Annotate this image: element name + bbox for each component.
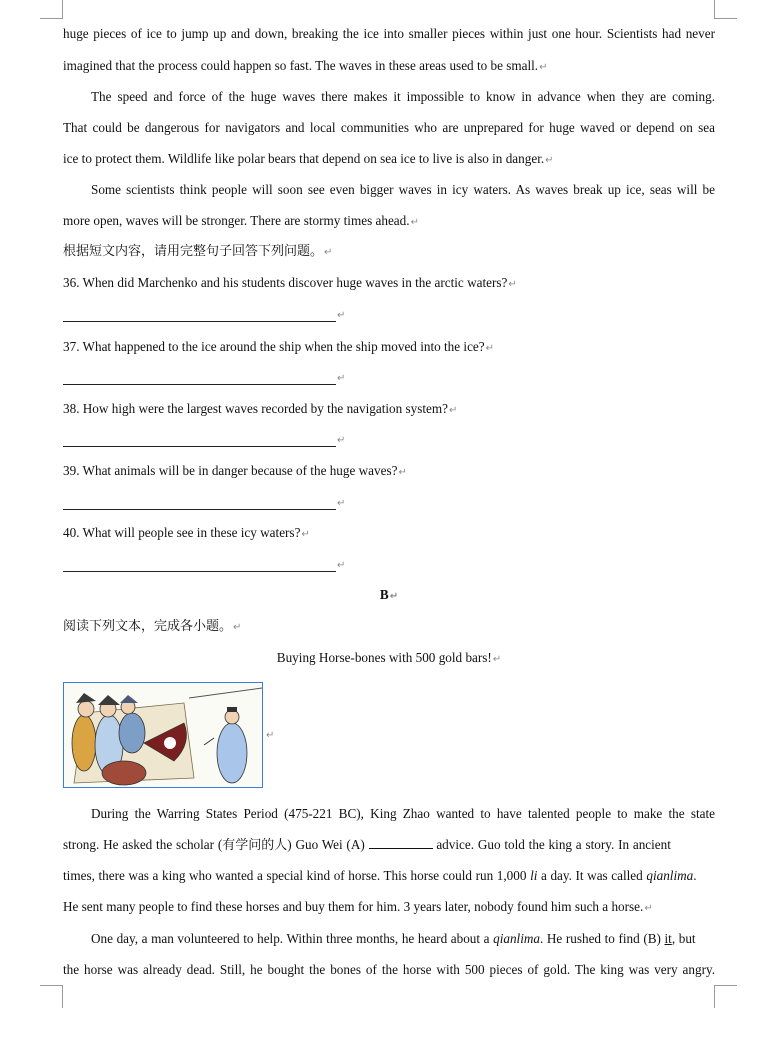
story-line: the horse was already dead. Still, he bought the bones of the horse with 500 pieces of gold. The king was very angry. (63, 962, 715, 977)
crop-mark-bottom-right (714, 985, 737, 1008)
passage-a-line: That could be dangerous for navigators and local communities who are unprepared for huge waved or depend on sea (63, 120, 715, 135)
answer-line-36[interactable] (63, 321, 336, 322)
crop-mark-top-right (714, 0, 737, 19)
answer-line-38[interactable] (63, 446, 336, 447)
passage-a-line: The speed and force of the huge waves there makes it impossible to know in advance when they are coming. (91, 89, 715, 104)
paragraph-mark: ↵ (337, 310, 346, 321)
answer-line-37[interactable] (63, 384, 336, 385)
story-line: strong. He asked the scholar (有学问的人) Guo Wei (A) advice. Guo told the king a story. In ancient (63, 837, 671, 853)
passage-a-line: huge pieces of ice to jump up and down, breaking the ice into smaller pieces within just one hour. Scientists had never (63, 26, 715, 41)
passage-a-line: ice to protect them. Wildlife like polar bears that depend on sea ice to live is also in danger.↵ (63, 151, 554, 166)
story-line: During the Warring States Period (475-221 BC), King Zhao wanted to have talented people to make the state (91, 806, 715, 821)
instruction-a: 根据短文内容，请用完整句子回答下列问题。↵ (63, 244, 333, 259)
question-40: 40. What will people see in these icy waters?↵ (63, 525, 310, 540)
question-38: 38. How high were the largest waves recorded by the navigation system?↵ (63, 401, 458, 416)
section-b-instruction: 阅读下列文本，完成各小题。↵ (63, 619, 242, 634)
underlined-it: it (664, 931, 672, 946)
crop-mark-top-left (40, 0, 63, 19)
answer-line-39[interactable] (63, 509, 336, 510)
section-b-heading: B↵ (379, 587, 399, 602)
story-line: He sent many people to find these horses and buy them for him. 3 years later, nobody found him such a horse.↵ (63, 899, 653, 914)
answer-line-40[interactable] (63, 571, 336, 572)
illustration-drawing (64, 683, 262, 787)
question-37: 37. What happened to the ice around the ship when the ship moved into the ice?↵ (63, 339, 495, 354)
story-line: One day, a man volunteered to help. Within three months, he heard about a qianlima. He rushed to find (B) it, but (91, 931, 696, 946)
question-36: 36. When did Marchenko and his students discover huge waves in the arctic waters?↵ (63, 275, 517, 290)
paragraph-mark: ↵ (337, 498, 346, 509)
story-title: Buying Horse-bones with 500 gold bars!↵ (276, 650, 502, 665)
paragraph-mark: ↵ (337, 373, 346, 384)
question-39: 39. What animals will be in danger because of the huge waves?↵ (63, 463, 407, 478)
paragraph-mark: ↵ (337, 435, 346, 446)
blank-a[interactable] (369, 837, 433, 849)
paragraph-mark: ↵ (337, 560, 346, 571)
passage-a-line: imagined that the process could happen so fast. The waves in these areas used to be small.↵ (63, 58, 548, 73)
story-illustration (63, 682, 263, 788)
crop-mark-bottom-left (40, 985, 63, 1008)
passage-a-line: Some scientists think people will soon see even bigger waves in icy waters. As waves break up ice, seas will be (91, 182, 715, 197)
paragraph-mark: ↵ (266, 730, 275, 741)
passage-a-line: more open, waves will be stronger. There are stormy times ahead.↵ (63, 213, 419, 228)
story-line: times, there was a king who wanted a special kind of horse. This horse could run 1,000 li a day. It was called qianlima. (63, 868, 697, 883)
